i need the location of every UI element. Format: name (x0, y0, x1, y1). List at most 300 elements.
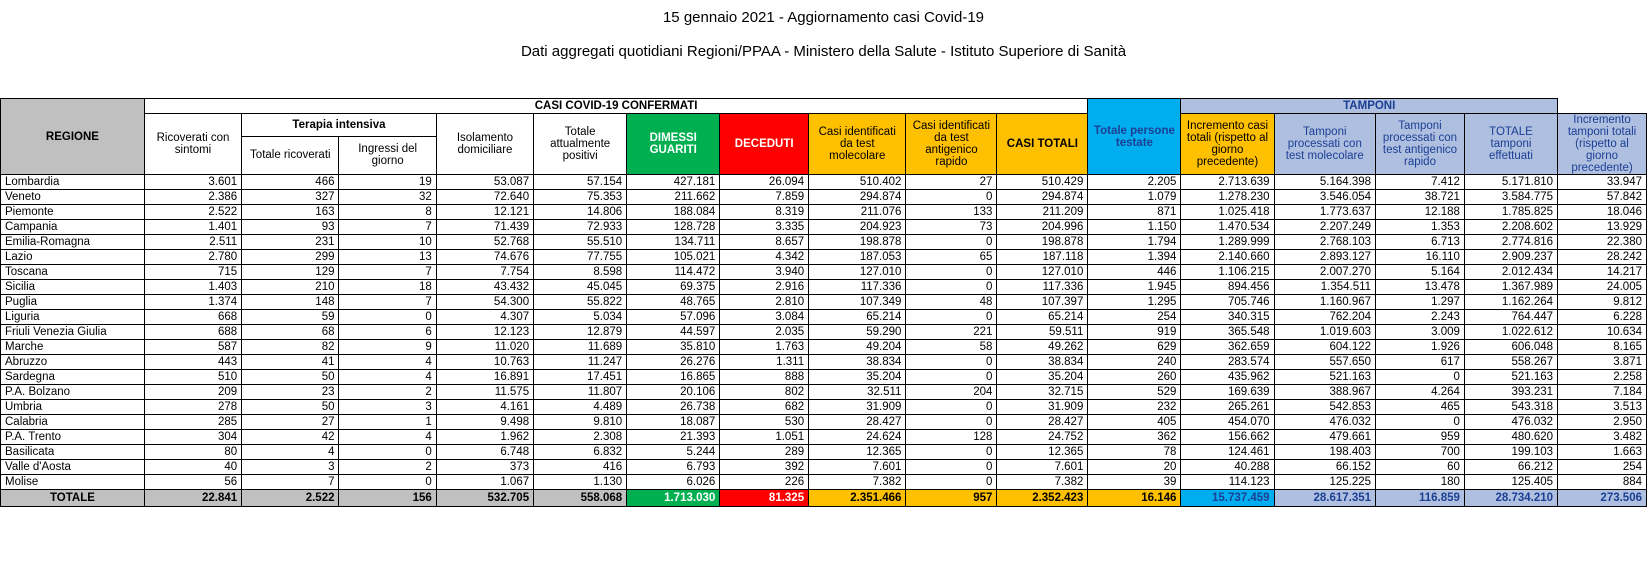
cell-value: 1.295 (1088, 295, 1181, 310)
cell-value: 1.374 (144, 295, 241, 310)
cell-value: 0 (906, 280, 997, 295)
cell-value: 254 (1558, 460, 1647, 475)
cell-region-name: Sicilia (1, 280, 145, 295)
cell-value: 65.214 (997, 310, 1088, 325)
header-block (0, 0, 1647, 62)
cell-value: 232 (1088, 400, 1181, 415)
cell-value: 45.045 (534, 280, 627, 295)
cell-value: 2.007.270 (1274, 265, 1376, 280)
cell-value: 49.262 (997, 340, 1088, 355)
cell-region-name: Emilia-Romagna (1, 235, 145, 250)
cell-value: 128 (906, 430, 997, 445)
cell-value: 4 (242, 445, 339, 460)
cell-value: 0 (906, 400, 997, 415)
cell-value: 33.947 (1558, 175, 1647, 190)
col-header-incremento-tamponi-totali: Incremento tamponi totali (rispetto al giorno precedente) (1558, 114, 1647, 175)
cell-value: 72.933 (534, 220, 627, 235)
cell-value: 240 (1088, 355, 1181, 370)
cell-total-value: 15.737.459 (1181, 490, 1274, 507)
cell-value: 7 (242, 475, 339, 490)
cell-value: 521.163 (1464, 370, 1557, 385)
cell-value: 187.053 (809, 250, 906, 265)
cell-value: 55.510 (534, 235, 627, 250)
cell-value: 163 (242, 205, 339, 220)
cell-value: 5.164.398 (1274, 175, 1376, 190)
cell-value: 17.451 (534, 370, 627, 385)
cell-value: 416 (534, 460, 627, 475)
cell-value: 479.661 (1274, 430, 1376, 445)
cell-value: 6.832 (534, 445, 627, 460)
table-row (1, 415, 1647, 430)
cell-value: 56 (144, 475, 241, 490)
cell-value: 9.810 (534, 415, 627, 430)
cell-value: 3.009 (1376, 325, 1465, 340)
cell-value: 0 (906, 190, 997, 205)
cell-value: 40.288 (1181, 460, 1274, 475)
cell-value: 49.204 (809, 340, 906, 355)
cell-value: 60 (1376, 460, 1465, 475)
cell-value: 510 (144, 370, 241, 385)
cell-value: 128.728 (627, 220, 720, 235)
cell-value: 7 (339, 295, 436, 310)
cell-value: 14.217 (1558, 265, 1647, 280)
cell-value: 3.513 (1558, 400, 1647, 415)
cell-value: 254 (1088, 310, 1181, 325)
cell-region-name: Molise (1, 475, 145, 490)
table-body (1, 175, 1647, 507)
cell-value: 260 (1088, 370, 1181, 385)
cell-value: 265.261 (1181, 400, 1274, 415)
cell-region-name: Basilicata (1, 445, 145, 460)
cell-value: 4.307 (436, 310, 533, 325)
cell-value: 28.242 (1558, 250, 1647, 265)
cell-value: 715 (144, 265, 241, 280)
cell-value: 114.123 (1181, 475, 1274, 490)
cell-value: 510.402 (809, 175, 906, 190)
cell-value: 2.893.127 (1274, 250, 1376, 265)
table-row (1, 265, 1647, 280)
cell-region-name: Veneto (1, 190, 145, 205)
cell-value: 1.470.534 (1181, 220, 1274, 235)
cell-value: 198.878 (809, 235, 906, 250)
cell-value: 198.403 (1274, 445, 1376, 460)
cell-value: 1.079 (1088, 190, 1181, 205)
cell-value: 0 (906, 355, 997, 370)
cell-value: 8.165 (1558, 340, 1647, 355)
cell-value: 1.394 (1088, 250, 1181, 265)
cell-value: 20 (1088, 460, 1181, 475)
cell-total-value: 558.068 (534, 490, 627, 507)
cell-value: 38.834 (997, 355, 1088, 370)
cell-value: 1 (339, 415, 436, 430)
cell-value: 0 (906, 415, 997, 430)
cell-value: 48.765 (627, 295, 720, 310)
cell-value: 35.204 (809, 370, 906, 385)
cell-value: 2.208.602 (1464, 220, 1557, 235)
cell-value: 435.962 (1181, 370, 1274, 385)
col-header-totale-persone-testate: Totale persone testate (1088, 99, 1181, 175)
cell-value: 2.780 (144, 250, 241, 265)
cell-value: 59.290 (809, 325, 906, 340)
cell-value: 0 (1376, 415, 1465, 430)
table-row (1, 205, 1647, 220)
cell-value: 7 (339, 220, 436, 235)
cell-value: 12.879 (534, 325, 627, 340)
cell-value: 6.748 (436, 445, 533, 460)
cell-value: 65 (906, 250, 997, 265)
cell-value: 465 (1376, 400, 1465, 415)
col-header-ingressi-del-giorno: Ingressi del giorno (339, 136, 436, 174)
col-header-tamponi-molecolare: Tamponi processati con test molecolare (1274, 114, 1376, 175)
cell-value: 884 (1558, 475, 1647, 490)
cell-value: 2.511 (144, 235, 241, 250)
cell-value: 211.209 (997, 205, 1088, 220)
cell-value: 35.810 (627, 340, 720, 355)
cell-value: 210 (242, 280, 339, 295)
cell-value: 327 (242, 190, 339, 205)
cell-value: 888 (720, 370, 809, 385)
cell-value: 1.926 (1376, 340, 1465, 355)
cell-value: 24.624 (809, 430, 906, 445)
cell-value: 204.996 (997, 220, 1088, 235)
col-header-dimessi-guariti: DIMESSI GUARITI (627, 114, 720, 175)
cell-value: 11.689 (534, 340, 627, 355)
cell-total-value: 2.351.466 (809, 490, 906, 507)
covid-data-table (0, 98, 1647, 507)
cell-value: 12.123 (436, 325, 533, 340)
cell-value: 0 (339, 445, 436, 460)
col-header-casi-totali: CASI TOTALI (997, 114, 1088, 175)
table-row (1, 445, 1647, 460)
cell-value: 362.659 (1181, 340, 1274, 355)
cell-value: 0 (906, 310, 997, 325)
cell-region-name: Calabria (1, 415, 145, 430)
cell-value: 32 (339, 190, 436, 205)
cell-total-value: 2.352.423 (997, 490, 1088, 507)
cell-value: 32.715 (997, 385, 1088, 400)
cell-value: 1.019.603 (1274, 325, 1376, 340)
cell-value: 77.755 (534, 250, 627, 265)
cell-value: 6.228 (1558, 310, 1647, 325)
cell-value: 557.650 (1274, 355, 1376, 370)
cell-value: 521.163 (1274, 370, 1376, 385)
cell-value: 530 (720, 415, 809, 430)
cell-value: 6 (339, 325, 436, 340)
cell-region-name: Valle d'Aosta (1, 460, 145, 475)
cell-total-value: 28.617.351 (1274, 490, 1376, 507)
header-row-1 (1, 99, 1647, 114)
cell-value: 7.382 (997, 475, 1088, 490)
cell-value: 53.087 (436, 175, 533, 190)
cell-total-value: 1.713.030 (627, 490, 720, 507)
cell-value: 35.204 (997, 370, 1088, 385)
cell-value: 12.121 (436, 205, 533, 220)
col-header-totale-attualmente-positivi: Totale attualmente positivi (534, 114, 627, 175)
cell-value: 2.386 (144, 190, 241, 205)
cell-value: 7.412 (1376, 175, 1465, 190)
cell-value: 93 (242, 220, 339, 235)
cell-value: 587 (144, 340, 241, 355)
col-header-totale-ricoverati: Totale ricoverati (242, 136, 339, 174)
cell-value: 0 (906, 460, 997, 475)
cell-value: 1.663 (1558, 445, 1647, 460)
cell-value: 2.012.434 (1464, 265, 1557, 280)
table-total-row (1, 490, 1647, 507)
cell-value: 2.522 (144, 205, 241, 220)
cell-value: 2.205 (1088, 175, 1181, 190)
cell-value: 52.768 (436, 235, 533, 250)
cell-value: 42 (242, 430, 339, 445)
cell-value: 7.601 (809, 460, 906, 475)
cell-value: 1.785.825 (1464, 205, 1557, 220)
cell-value: 180 (1376, 475, 1465, 490)
cell-value: 3 (339, 400, 436, 415)
cell-value: 629 (1088, 340, 1181, 355)
cell-value: 392 (720, 460, 809, 475)
cell-value: 80 (144, 445, 241, 460)
cell-value: 688 (144, 325, 241, 340)
cell-value: 38.834 (809, 355, 906, 370)
cell-value: 226 (720, 475, 809, 490)
cell-value: 2.774.816 (1464, 235, 1557, 250)
cell-value: 125.225 (1274, 475, 1376, 490)
cell-value: 0 (906, 370, 997, 385)
cell-value: 124.461 (1181, 445, 1274, 460)
cell-value: 1.160.967 (1274, 295, 1376, 310)
cell-value: 871 (1088, 205, 1181, 220)
cell-value: 24.752 (997, 430, 1088, 445)
cell-value: 4.342 (720, 250, 809, 265)
table-row (1, 295, 1647, 310)
cell-value: 1.130 (534, 475, 627, 490)
cell-value: 211.076 (809, 205, 906, 220)
col-header-totale-tamponi-effettuati: TOTALE tamponi effettuati (1464, 114, 1557, 175)
cell-value: 40 (144, 460, 241, 475)
cell-value: 107.397 (997, 295, 1088, 310)
table-row (1, 310, 1647, 325)
cell-value: 2.713.639 (1181, 175, 1274, 190)
cell-value: 299 (242, 250, 339, 265)
cell-value: 23 (242, 385, 339, 400)
cell-value: 9.498 (436, 415, 533, 430)
table-row (1, 400, 1647, 415)
cell-value: 16.110 (1376, 250, 1465, 265)
cell-region-name: Marche (1, 340, 145, 355)
cell-value: 2.207.249 (1274, 220, 1376, 235)
col-header-incremento-casi-totali: Incremento casi totali (rispetto al giorno precedente) (1181, 114, 1274, 175)
cell-region-name: Umbria (1, 400, 145, 415)
page-title: 15 gennaio 2021 - Aggiornamento casi Covid-19 (662, 9, 985, 26)
page-subtitle: Dati aggregati quotidiani Regioni/PPAA - Ministero della Salute - Istituto Superiore di Sanità (520, 43, 1127, 60)
cell-value: 2.243 (1376, 310, 1465, 325)
cell-value: 8 (339, 205, 436, 220)
cell-value: 1.354.511 (1274, 280, 1376, 295)
cell-value: 6.026 (627, 475, 720, 490)
cell-value: 7.382 (809, 475, 906, 490)
cell-region-name: Puglia (1, 295, 145, 310)
cell-value: 2 (339, 460, 436, 475)
cell-value: 4 (339, 355, 436, 370)
cell-value: 11.247 (534, 355, 627, 370)
cell-value: 4 (339, 430, 436, 445)
cell-value: 20.106 (627, 385, 720, 400)
cell-value: 427.181 (627, 175, 720, 190)
cell-value: 13.929 (1558, 220, 1647, 235)
cell-value: 13.478 (1376, 280, 1465, 295)
cell-region-name: Campania (1, 220, 145, 235)
cell-value: 7 (339, 265, 436, 280)
cell-total-value: 156 (339, 490, 436, 507)
col-header-deceduti: DECEDUTI (720, 114, 809, 175)
cell-value: 289 (720, 445, 809, 460)
cell-value: 204.923 (809, 220, 906, 235)
cell-value: 2.810 (720, 295, 809, 310)
cell-value: 3.584.775 (1464, 190, 1557, 205)
cell-value: 1.945 (1088, 280, 1181, 295)
table-row (1, 355, 1647, 370)
cell-value: 66.212 (1464, 460, 1557, 475)
cell-value: 105.021 (627, 250, 720, 265)
cell-value: 10 (339, 235, 436, 250)
cell-value: 32.511 (809, 385, 906, 400)
cell-value: 304 (144, 430, 241, 445)
cell-value: 129 (242, 265, 339, 280)
cell-value: 0 (339, 310, 436, 325)
cell-value: 1.962 (436, 430, 533, 445)
cell-value: 668 (144, 310, 241, 325)
cell-value: 12.188 (1376, 205, 1465, 220)
cell-value: 48 (906, 295, 997, 310)
cell-value: 0 (339, 475, 436, 490)
table-header (1, 99, 1647, 175)
cell-value: 3 (242, 460, 339, 475)
cell-value: 294.874 (997, 190, 1088, 205)
cell-value: 3.482 (1558, 430, 1647, 445)
cell-value: 148 (242, 295, 339, 310)
cell-value: 2.950 (1558, 415, 1647, 430)
cell-value: 54.300 (436, 295, 533, 310)
cell-value: 231 (242, 235, 339, 250)
cell-region-name: Toscana (1, 265, 145, 280)
cell-value: 12.365 (997, 445, 1088, 460)
cell-value: 6.713 (1376, 235, 1465, 250)
col-header-regione: REGIONE (1, 99, 145, 175)
cell-value: 4.264 (1376, 385, 1465, 400)
cell-total-value: 22.841 (144, 490, 241, 507)
cell-value: 13 (339, 250, 436, 265)
cell-value: 604.122 (1274, 340, 1376, 355)
cell-value: 6.793 (627, 460, 720, 475)
cell-value: 340.315 (1181, 310, 1274, 325)
cell-value: 8.598 (534, 265, 627, 280)
cell-total-value: 116.859 (1376, 490, 1465, 507)
cell-value: 682 (720, 400, 809, 415)
cell-value: 127.010 (809, 265, 906, 280)
cell-total-value: 2.522 (242, 490, 339, 507)
cell-value: 0 (906, 235, 997, 250)
cell-value: 44.597 (627, 325, 720, 340)
table-row (1, 220, 1647, 235)
cell-value: 14.806 (534, 205, 627, 220)
cell-value: 18 (339, 280, 436, 295)
cell-value: 1.022.612 (1464, 325, 1557, 340)
cell-value: 542.853 (1274, 400, 1376, 415)
cell-total-label: TOTALE (1, 490, 145, 507)
table-row (1, 280, 1647, 295)
cell-value: 11.020 (436, 340, 533, 355)
cell-value: 2 (339, 385, 436, 400)
cell-value: 50 (242, 400, 339, 415)
cell-value: 388.967 (1274, 385, 1376, 400)
cell-value: 127.010 (997, 265, 1088, 280)
cell-value: 187.118 (997, 250, 1088, 265)
cell-value: 9 (339, 340, 436, 355)
cell-value: 66.152 (1274, 460, 1376, 475)
cell-value: 72.640 (436, 190, 533, 205)
cell-value: 188.084 (627, 205, 720, 220)
cell-value: 700 (1376, 445, 1465, 460)
cell-value: 2.140.660 (1181, 250, 1274, 265)
cell-region-name: P.A. Bolzano (1, 385, 145, 400)
table-row (1, 250, 1647, 265)
cell-value: 28.427 (809, 415, 906, 430)
cell-value: 393.231 (1464, 385, 1557, 400)
col-header-casi-test-antigenico: Casi identificati da test antigenico rapido (906, 114, 997, 175)
cell-value: 57.096 (627, 310, 720, 325)
cell-value: 16.891 (436, 370, 533, 385)
cell-value: 59.511 (997, 325, 1088, 340)
cell-value: 21.393 (627, 430, 720, 445)
cell-region-name: Liguria (1, 310, 145, 325)
cell-value: 19 (339, 175, 436, 190)
cell-value: 59 (242, 310, 339, 325)
cell-value: 107.349 (809, 295, 906, 310)
cell-value: 1.311 (720, 355, 809, 370)
cell-value: 169.639 (1181, 385, 1274, 400)
cell-value: 114.472 (627, 265, 720, 280)
cell-value: 762.204 (1274, 310, 1376, 325)
col-header-ricoverati-con-sintomi: Ricoverati con sintomi (144, 114, 241, 175)
cell-total-value: 81.325 (720, 490, 809, 507)
cell-value: 2.916 (720, 280, 809, 295)
cell-value: 198.878 (997, 235, 1088, 250)
cell-value: 3.546.054 (1274, 190, 1376, 205)
cell-value: 362 (1088, 430, 1181, 445)
cell-value: 2.909.237 (1464, 250, 1557, 265)
cell-region-name: Lombardia (1, 175, 145, 190)
cell-value: 1.150 (1088, 220, 1181, 235)
table-row (1, 190, 1647, 205)
cell-value: 1.773.637 (1274, 205, 1376, 220)
cell-value: 7.754 (436, 265, 533, 280)
cell-value: 31.909 (809, 400, 906, 415)
cell-value: 3.940 (720, 265, 809, 280)
cell-value: 446 (1088, 265, 1181, 280)
cell-value: 50 (242, 370, 339, 385)
cell-value: 529 (1088, 385, 1181, 400)
cell-value: 24.005 (1558, 280, 1647, 295)
cell-value: 117.336 (997, 280, 1088, 295)
cell-value: 5.034 (534, 310, 627, 325)
table-row (1, 475, 1647, 490)
cell-value: 285 (144, 415, 241, 430)
cell-value: 65.214 (809, 310, 906, 325)
cell-value: 18.087 (627, 415, 720, 430)
cell-value: 134.711 (627, 235, 720, 250)
header-row-2 (1, 114, 1647, 137)
cell-value: 617 (1376, 355, 1465, 370)
cell-value: 74.676 (436, 250, 533, 265)
